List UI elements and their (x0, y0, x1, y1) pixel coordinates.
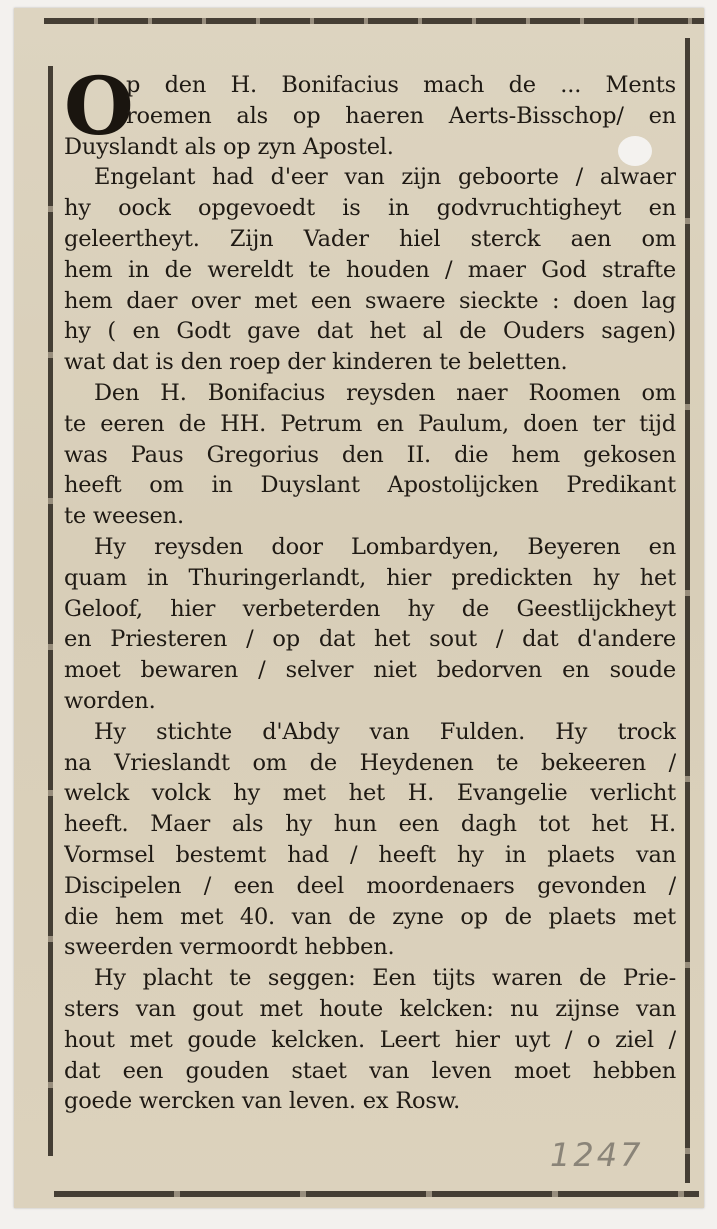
text-line: hem daer over met een swaere sieckte : doen lag (64, 287, 676, 314)
text-line: sweerden vermoordt hebben. (64, 934, 395, 961)
text-line: Hy reysden door Lombardyen, Beyeren en (94, 533, 676, 560)
text-line: die hem met 40. van de zyne op de plaets met (64, 903, 676, 930)
text-line: sters van gout met houte kelcken: nu zijnse van (64, 995, 676, 1022)
text-line: Hy stichte d'Abdy van Fulden. Hy trock (94, 718, 676, 745)
text-block (64, 59, 676, 1117)
drop-cap: O (64, 59, 134, 153)
text-line: moet bewaren / selver niet bedorven en soude (64, 657, 676, 684)
bottom-border-rule (54, 1191, 699, 1197)
text-line: hy ( en Godt gave dat het al de Ouders sagen) (64, 318, 676, 345)
text-line: worden. (64, 687, 156, 714)
text-line: roemen als op haeren Aerts-Bisschop/ en (126, 102, 676, 129)
text-line: quam in Thuringerlandt, hier predickten hy het (64, 564, 676, 591)
text-line: en Priesteren / op dat het sout / dat d'andere (64, 626, 676, 653)
text-line: dat een gouden staet van leven moet hebben (64, 1057, 676, 1084)
text-line: was Paus Gregorius den II. die hem gekosen (64, 441, 676, 468)
handwritten-number: 1247 (550, 1136, 644, 1174)
top-border-rule (44, 18, 704, 24)
text-line: Duyslandt als op zyn Apostel. (64, 133, 394, 160)
text-line: welck volck hy met het H. Evangelie verlicht (64, 780, 676, 807)
text-line: Geloof, hier verbeterden hy de Geestlijckheyt (64, 595, 676, 622)
text-line: wat dat is den roep der kinderen te beletten. (64, 349, 568, 376)
text-line: heeft om in Duyslant Apostolijcken Predikant (64, 472, 676, 499)
text-line: hem in de wereldt te houden / maer God strafte (64, 256, 676, 283)
text-line: Den H. Bonifacius reysden naer Roomen om (94, 379, 676, 406)
text-line: Vormsel bestemt had / heeft hy in plaets van (64, 841, 676, 868)
text-line: na Vrieslandt om de Heydenen te bekeeren / (64, 749, 676, 776)
text-line: goede wercken van leven. ex Rosw. (64, 1088, 461, 1115)
text-line: Engelant had d'eer van zijn geboorte / alwaer (94, 164, 676, 191)
text-line: Hy placht te seggen: Een tijts waren de Prie- (94, 965, 676, 992)
text-line: hout met goude kelcken. Leert hier uyt / o ziel / (64, 1026, 676, 1053)
text-line: p den H. Bonifacius mach de ... Ments (126, 72, 676, 98)
paper-sheet (14, 8, 704, 1208)
text-line: geleertheyt. Zijn Vader hiel sterck aen om (64, 225, 676, 252)
text-line: Discipelen / een deel moordenaers gevonden / (64, 872, 676, 899)
right-border-rule (685, 38, 690, 1183)
text-line: heeft. Maer als hy hun een dagh tot het H. (64, 811, 676, 838)
text-line: te weesen. (64, 503, 184, 530)
left-border-rule (48, 66, 53, 1156)
text-line: te eeren de HH. Petrum en Paulum, doen ter tijd (64, 410, 676, 437)
text-line: hy oock opgevoedt is in godvruchtigheyt en (64, 195, 676, 222)
